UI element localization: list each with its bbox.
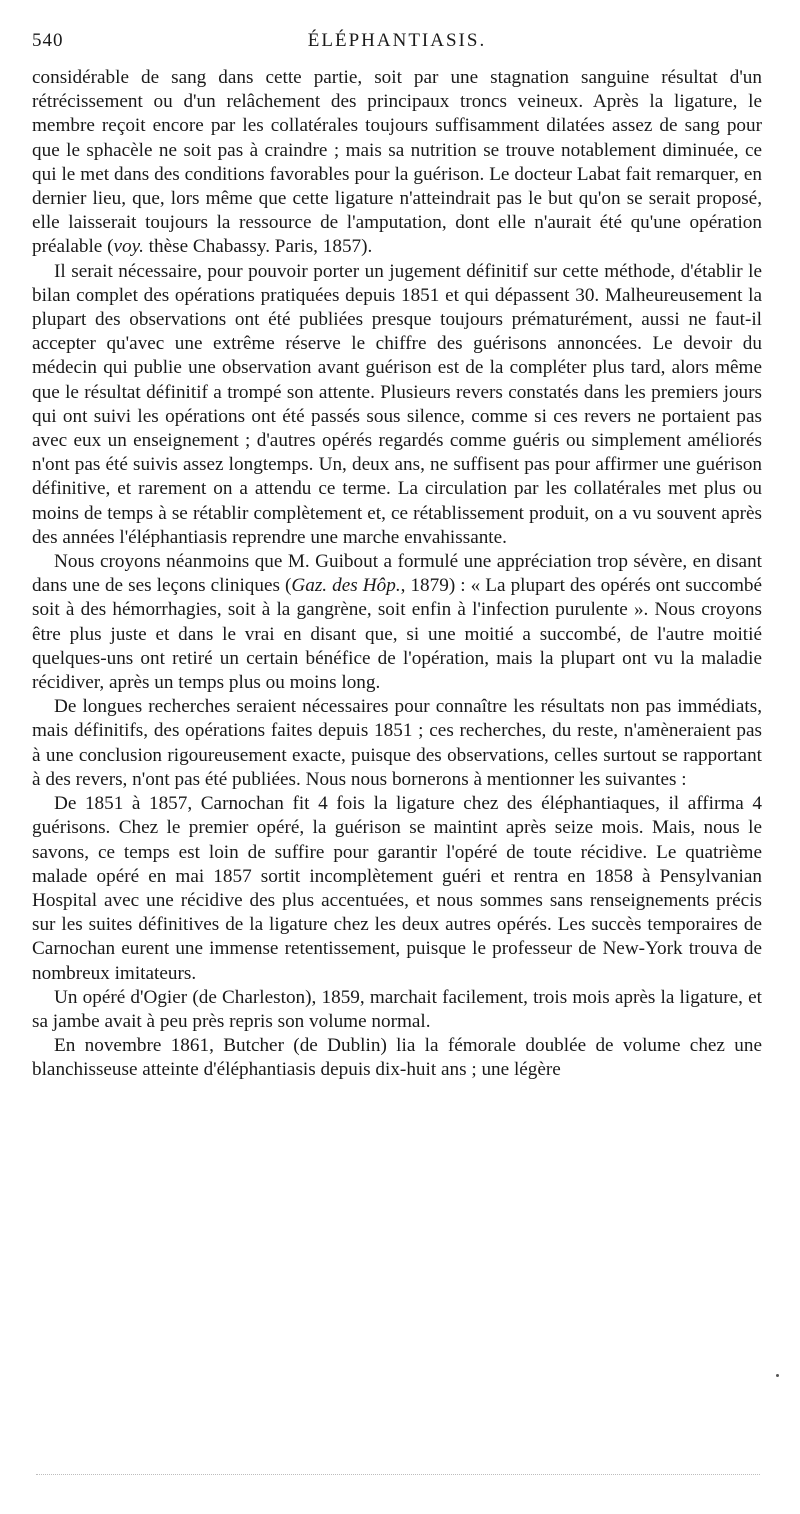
- paragraph-text: , 1879) : « La plupart des opérés ont succombé soit à des hémorrhagies, soit à la gangrène, soit enfin à l'infection purulente ». Nous croyons être plus juste et dans le vrai en disant que, si une moitié a succombé, de l'autre moitié quelques-uns ont retiré un certain bénéfice de l'opération, mais la plupart ont vu la maladie récidiver, après un temps plus ou moins long.: [32, 575, 762, 694]
- italic-reference: Gaz. des Hôp.: [291, 575, 401, 597]
- paragraph-text: En novembre 1861, Butcher (de Dublin) lia la fémorale doublée de volume chez une blanchisseuse atteinte d'éléphantiasis depuis dix-huit ans ; une légère: [32, 1035, 762, 1081]
- paragraph: [32, 550, 762, 695]
- page-number: 540: [32, 30, 64, 51]
- paragraph-text: Il serait nécessaire, pour pouvoir porter un jugement définitif sur cette méthode, d'établir le bilan complet des opérations pratiquées depuis 1851 et qui dépassent 30. Malheureusement la plupart des observations ont été publiées presque toujours prématurément, aussi ne faut-il accepter qu'avec une extrême réserve le chiffre des guérisons annoncées. Le devoir du médecin qui publie une observation avant guérison est de la compléter plus tard, alors même que le résultat définitif a trompé son attente. Plusieurs revers constatés dans les premiers jours qui ont suivi les opérations ont été passés sous silence, comme si ces revers ne portaient pas avec eux un enseignement ; d'autres opérés regardés comme guéris ou simplement améliorés n'ont pas été suivis assez longtemps. Un, deux ans, ne suffisent pas pour affirmer une guérison définitive, et rarement on a attendu ce terme. La circulation par les collatérales met plus ou moins de temps à se rétablir complètement et, ce rétablissement produit, on a vu souvent après des années l'éléphantiasis reprendre une marche envahissante.: [32, 260, 762, 548]
- paragraph-text: Un opéré d'Ogier (de Charleston), 1859, marchait facilement, trois mois après la ligature, et sa jambe avait à peu près repris son volume normal.: [32, 986, 762, 1032]
- stray-mark: [776, 1374, 779, 1377]
- book-page: [32, 30, 762, 1083]
- italic-reference: voy.: [113, 236, 144, 258]
- paragraph: [32, 792, 762, 986]
- running-head: [32, 30, 762, 66]
- paragraph: [32, 260, 762, 550]
- paragraph-text: De 1851 à 1857, Carnochan fit 4 fois la ligature chez des éléphantiaques, il affirma 4 guérisons. Chez le premier opéré, la guérison se maintint après seize mois. Mais, nous le savons, ce temps est loin de suffire pour garantir l'opéré de toute récidive. Le quatrième malade opéré en mai 1857 sortit incomplètement guéri et rentra en 1858 à Pensylvanian Hospital avec une récidive des plus accentuées, et nous sommes sans renseignements précis sur les suites définitives de la ligature chez les deux autres opérés. Les succès temporaires de Carnochan eurent une immense retentissement, puisque le professeur de New-York trouva de nombreux imitateurs.: [32, 793, 762, 984]
- paragraph: [32, 986, 762, 1034]
- paragraph-text: Nous croyons néanmoins que M. Guibout a formulé une appréciation trop sévère, en disant dans une de ses leçons cliniques (: [32, 551, 762, 597]
- running-title: ÉLÉPHANTIASIS.: [307, 30, 487, 51]
- paragraph: [32, 695, 762, 792]
- paragraph: [32, 66, 762, 260]
- paragraph-text: thèse Chabassy. Paris, 1857).: [143, 236, 373, 258]
- paragraph-text: considérable de sang dans cette partie, soit par une stagnation sanguine résultat d'un rétrécissement ou d'un relâchement des principaux troncs veineux. Après la ligature, le membre reçoit encore par les collatérales toujours suffisamment dilatées assez de sang pour que le sphacèle ne soit pas à craindre ; mais sa nutrition se trouve notablement diminuée, ce qui le met dans des conditions favorables pour la guérison. Le docteur Labat fait remarquer, en dernier lieu, que, lors même que cette ligature n'atteindrait pas le but qu'on se serait proposé, elle laisserait toujours la ressource de l'amputation, dont elle n'aurait été qu'une opération préalable (: [32, 67, 762, 258]
- paragraph-text: De longues recherches seraient nécessaires pour connaître les résultats non pas immédiats, mais définitifs, des opérations faites depuis 1851 ; ces recherches, du reste, n'amèneraient pas à une conclusion rigoureusement exacte, puisque des observations, celles surtout se rapportant à des revers, n'ont pas été publiées. Nous nous bornerons à mentionner les suivantes :: [32, 696, 762, 790]
- body-text: [32, 66, 762, 1083]
- page-bottom-rule: [36, 1474, 760, 1475]
- paragraph: [32, 1034, 762, 1082]
